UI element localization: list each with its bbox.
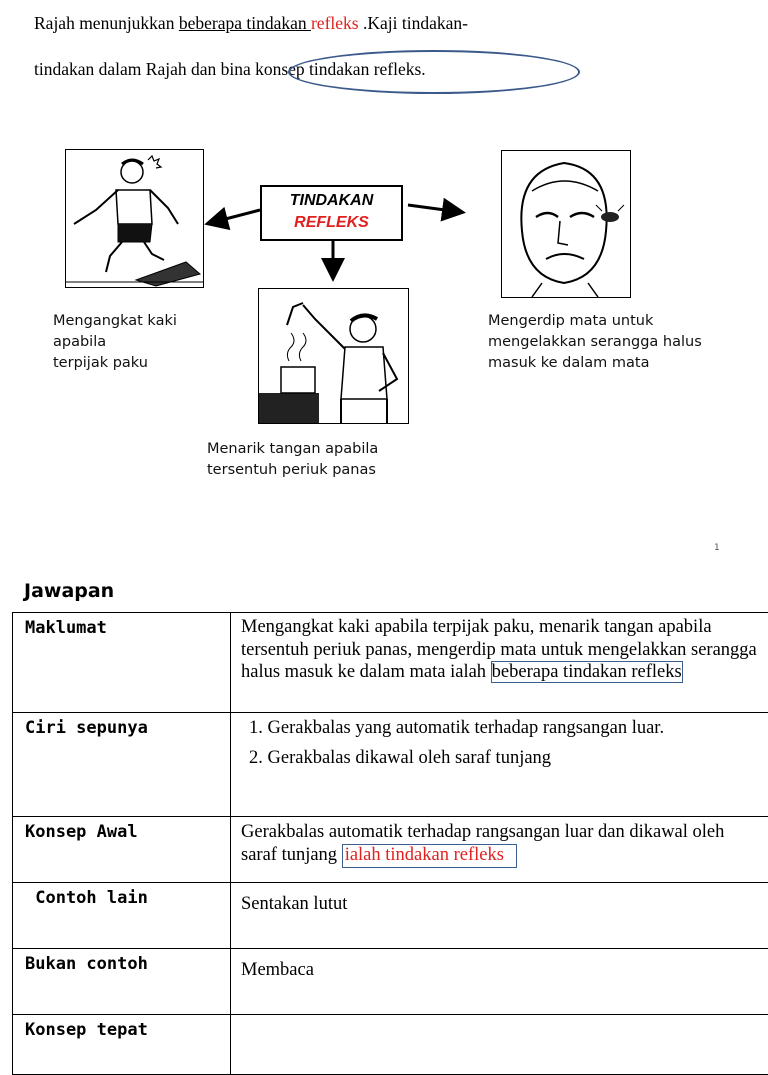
arrow-right (408, 205, 460, 212)
page-number: 1 (714, 543, 720, 553)
caption-left: Mengangkat kaki apabila terpijak paku (53, 311, 177, 374)
row-label: Contoh lain (13, 883, 231, 949)
boxed-answer: beberapa tindakan refleks (491, 661, 683, 683)
row-label: Konsep tepat (13, 1015, 231, 1075)
table-row (13, 713, 768, 817)
diagram-arrows (0, 0, 768, 300)
intro-text: Rajah menunjukkan (34, 13, 179, 33)
boy-hot-pot-image (258, 288, 409, 424)
row-value (231, 713, 768, 817)
intro-text-end: .Kaji tindakan- (359, 13, 468, 33)
answer-table (12, 612, 768, 1075)
row-value: Mengangkat kaki apabila terpijak paku, menarik tangan apabila tersentuh periuk panas, mengerdip mata untuk mengelakkan serangga halus masuk ke dalam mata ialah beberapa tindakan refleks (231, 613, 768, 713)
boxed-answer: ialah tindakan refleks (342, 844, 517, 868)
table-row (13, 883, 768, 949)
center-title: TINDAKAN (262, 190, 401, 212)
answer-heading: Jawapan (24, 580, 114, 602)
row-value: Sentakan lutut (231, 883, 768, 949)
row-label: Maklumat (13, 613, 231, 713)
row-label: Bukan contoh (13, 949, 231, 1015)
table-row (13, 613, 768, 713)
row-label: Ciri sepunya (13, 713, 231, 817)
row-label: Konsep Awal (13, 817, 231, 883)
list-item: 2. Gerakbalas dikawal oleh saraf tunjang (249, 747, 761, 770)
intro-refleks: refleks (311, 13, 359, 33)
caption-bottom: Menarik tangan apabila tersentuh periuk panas (207, 439, 378, 481)
list-item: 1. Gerakbalas yang automatik terhadap rangsangan luar. (249, 717, 761, 740)
row-value: Membaca (231, 949, 768, 1015)
intro-underlined: beberapa tindakan (179, 13, 311, 33)
center-subtitle: REFLEKS (262, 212, 401, 234)
arrow-left (210, 210, 260, 223)
row-value: Gerakbalas automatik terhadap rangsangan luar dan dikawal oleh saraf tunjang ialah tindakan refleks (231, 817, 768, 883)
intro-line-2: tindakan dalam Rajah dan bina konsep tindakan refleks. (34, 58, 426, 80)
table-row (13, 817, 768, 883)
table-row (13, 949, 768, 1015)
caption-right: Mengerdip mata untuk mengelakkan serangga halus masuk ke dalam mata (488, 311, 702, 374)
